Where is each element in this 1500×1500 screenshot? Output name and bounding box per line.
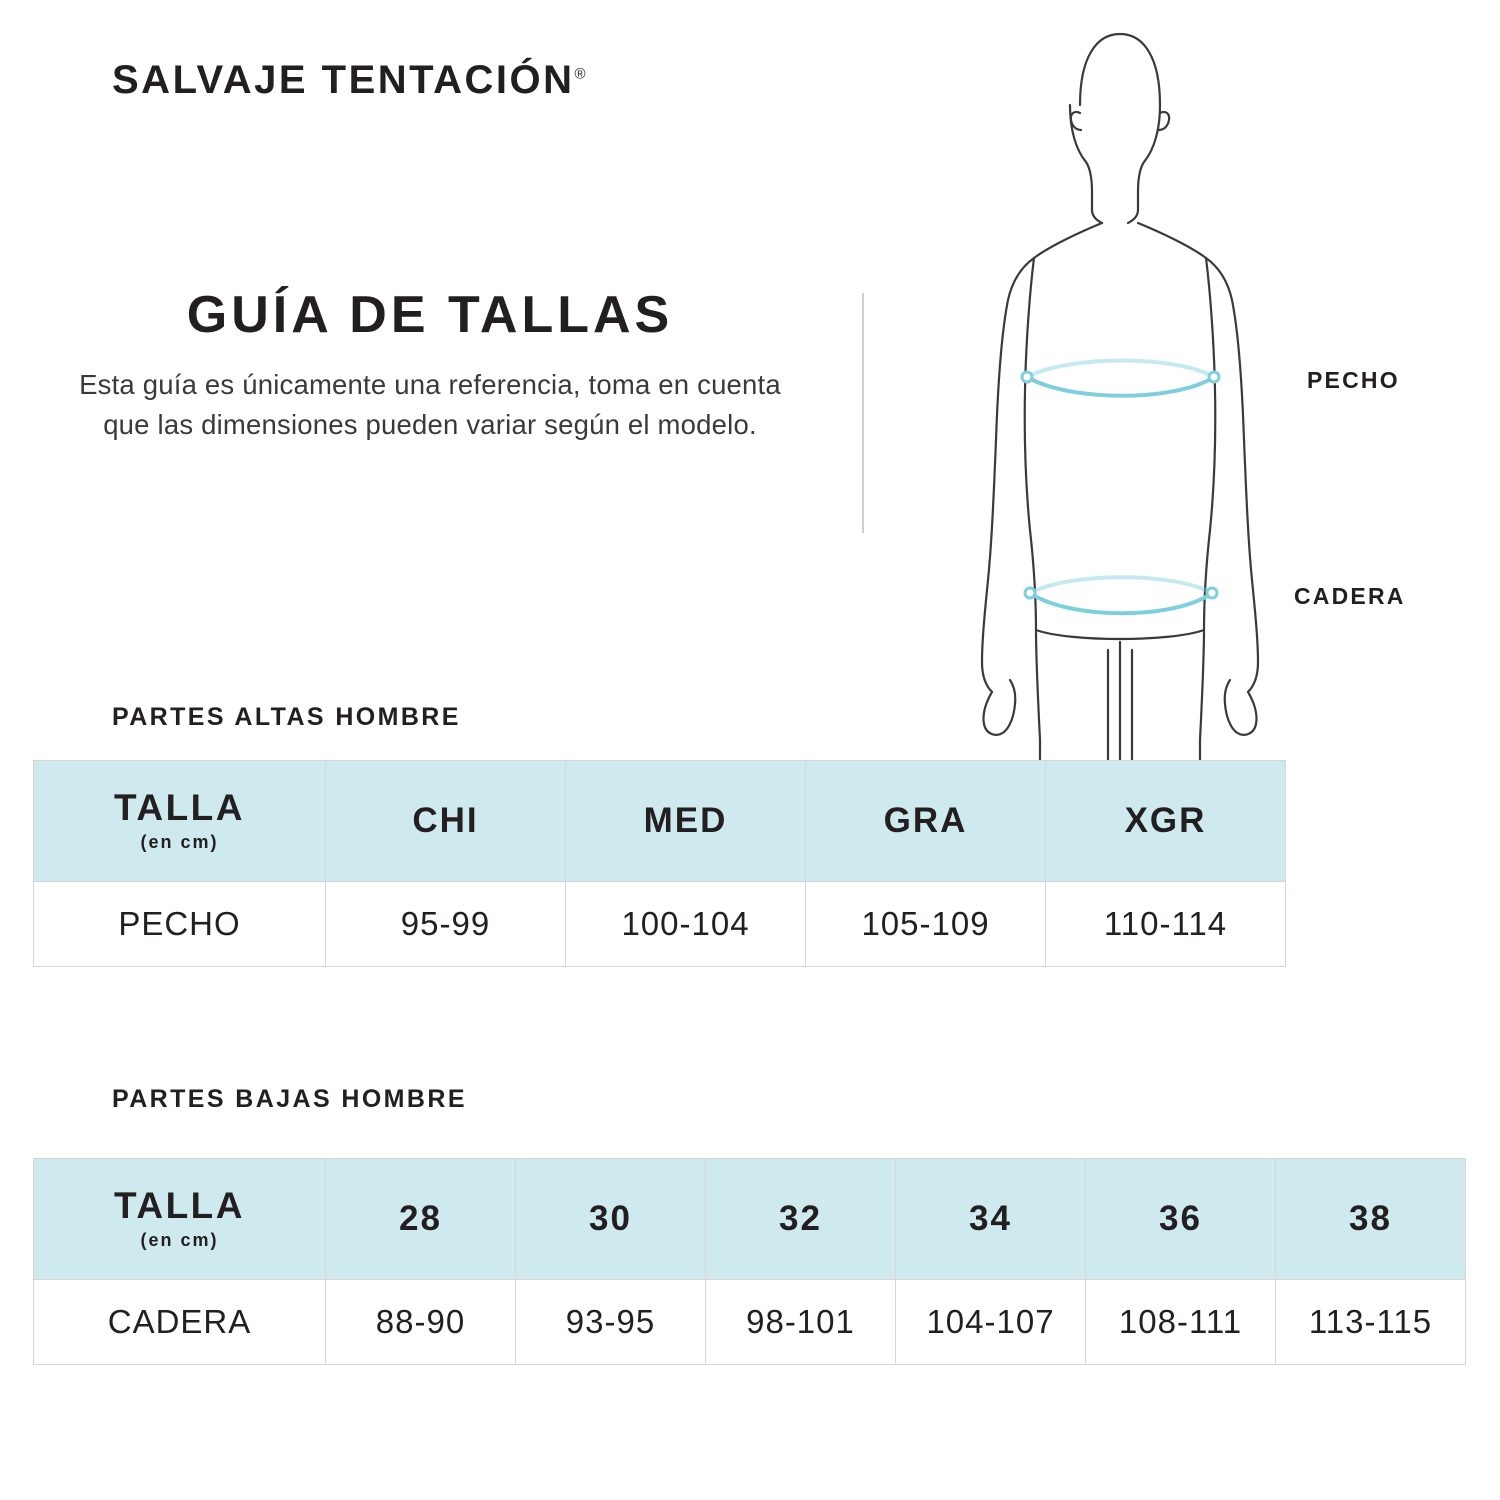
header-cell-size: 34 (896, 1159, 1086, 1280)
header-cell-size: XGR (1046, 761, 1286, 882)
registered-mark-icon: ® (574, 65, 586, 83)
cell-measure: 110-114 (1046, 882, 1286, 967)
intro-block (70, 285, 790, 445)
size-table-tops (33, 760, 1286, 967)
header-cell-talla (34, 761, 326, 882)
cell-measure: 108-111 (1086, 1280, 1276, 1365)
page-title: GUÍA DE TALLAS (186, 286, 674, 344)
label-pecho: PECHO (1307, 367, 1400, 393)
hip-measure-band (1025, 577, 1217, 613)
table-header-row (34, 1159, 1466, 1280)
header-cell-size: 30 (516, 1159, 706, 1280)
header-talla-main: TALLA (114, 787, 245, 829)
section-heading-tops: PARTES ALTAS HOMBRE (112, 703, 461, 731)
header-talla-sub: (en cm) (140, 1229, 219, 1250)
header-cell-size: 38 (1276, 1159, 1466, 1280)
body-figure-illustration (930, 10, 1310, 780)
size-table-bottoms (33, 1158, 1466, 1365)
header-cell-talla (34, 1159, 326, 1280)
header-cell-size: 36 (1086, 1159, 1276, 1280)
header-cell-size: MED (566, 761, 806, 882)
cell-measure: 88-90 (326, 1280, 516, 1365)
cell-measure: 104-107 (896, 1280, 1086, 1365)
cell-measure: 93-95 (516, 1280, 706, 1365)
row-label-pecho: PECHO (34, 882, 326, 967)
cell-measure: 113-115 (1276, 1280, 1466, 1365)
brand-logo (112, 58, 586, 103)
chest-measure-band (1022, 361, 1219, 396)
table-header-row (34, 761, 1286, 882)
header-cell-size: 28 (326, 1159, 516, 1280)
header-cell-size: GRA (806, 761, 1046, 882)
table-row (34, 882, 1286, 967)
cell-measure: 105-109 (806, 882, 1046, 967)
intro-description: Esta guía es únicamente una referencia, toma en cuenta que las dimensiones pueden variar según el modelo. (79, 369, 781, 440)
row-label-cadera: CADERA (34, 1280, 326, 1365)
table-row (34, 1280, 1466, 1365)
label-cadera: CADERA (1294, 583, 1406, 609)
vertical-divider (862, 293, 864, 533)
cell-measure: 100-104 (566, 882, 806, 967)
header-talla-main: TALLA (114, 1185, 245, 1227)
header-talla-sub: (en cm) (140, 831, 219, 852)
header-cell-size: 32 (706, 1159, 896, 1280)
cell-measure: 95-99 (326, 882, 566, 967)
cell-measure: 98-101 (706, 1280, 896, 1365)
section-heading-bottoms: PARTES BAJAS HOMBRE (112, 1085, 467, 1113)
male-body-outline-icon (930, 10, 1310, 780)
brand-name: SALVAJE TENTACIÓN (112, 58, 575, 102)
header-cell-size: CHI (326, 761, 566, 882)
